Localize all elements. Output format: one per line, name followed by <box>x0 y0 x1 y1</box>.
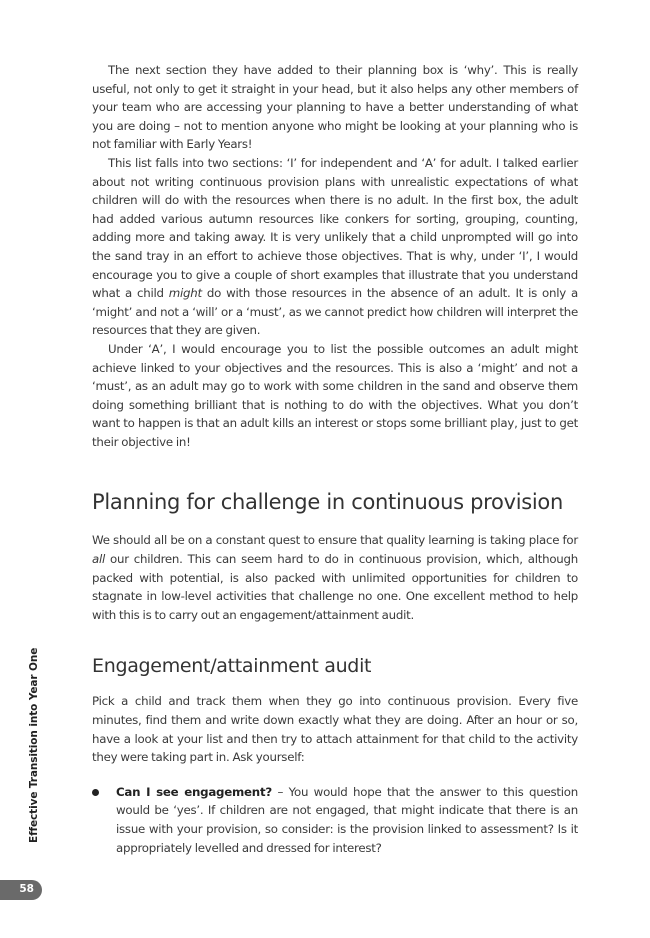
running-title: Effective Transition into Year One <box>28 647 40 843</box>
paragraph-audit: Pick a child and track them when they go into continuous provision. Every five minutes, find them and write down exactly what they are doing. After an hour or so, have a look at your list and then try to attach attainment for that child to the activity they were taking part in. Ask yourself: <box>92 694 578 765</box>
bullet-list <box>92 783 578 857</box>
paragraph-sections: This list falls into two sections: ‘I’ for independent and ‘A’ for adult. I talked earlier about not writing continuous provision plans with unrealistic expectations of what children will do with the resources when there is no adult. In the first box, the adult had added various autumn resources like conkers for sorting, grouping, counting, adding more and taking away. It is very unlikely that a child unprompted will go into the sand tray in an effort to achieve those objectives. That is why, under ‘I’, I would encourage you to give a couple of short examples that illustrate that you understand what a child might do with those resources in the absence of an adult. It is only a ‘might’ and not a ‘will’ or a ‘must’, as we cannot predict how children will interpret the resources that they are given. <box>92 155 578 338</box>
page-number: 58 <box>19 883 34 895</box>
paragraph-why: The next section they have added to their planning box is ‘why’. This is really useful, not only to get it straight in your head, but it also helps any other members of your team who are accessing your planning to have a better understanding of what you are doing – not to mention anyone who might be looking at your planning who is not familiar with Early Years! <box>92 63 578 152</box>
emphasis-all: all <box>92 552 106 567</box>
heading-challenge: Planning for challenge in continuous provision <box>92 490 563 515</box>
page-number-badge <box>0 880 42 900</box>
heading-audit: Engagement/attainment audit <box>92 655 372 678</box>
emphasis-might: might <box>168 286 202 301</box>
paragraph-challenge: We should all be on a constant quest to ensure that quality learning is taking place for all our children. This can seem hard to do in continuous provision, which, although packed with potential, is also packed with unlimited opportunities for children to stagnate in low-level activities that challenge no one. One excellent method to help with this is to carry out an engagement/attainment audit. <box>92 533 578 622</box>
bullet-text: Can I see engagement? – You would hope that the answer to this question would be ‘yes’. If children are not engaged, that might indicate that there is an issue with your provision, so consider: is the provision linked to assessment? Is it appropriately levelled and dressed for interest? <box>116 784 578 855</box>
list-item <box>92 783 578 857</box>
bullet-icon <box>92 789 99 796</box>
page-body <box>92 61 578 857</box>
paragraph-adult: Under ‘A’, I would encourage you to list the possible outcomes an adult might achieve linked to your objectives and the resources. This is also a ‘might’ and not a ‘must’, as an adult may go to work with some children in the sand and observe them doing something brilliant that is nothing to do with the objectives. What you don’t want to happen is that an adult kills an interest or stops some brilliant play, just to get their objective in! <box>92 341 578 449</box>
